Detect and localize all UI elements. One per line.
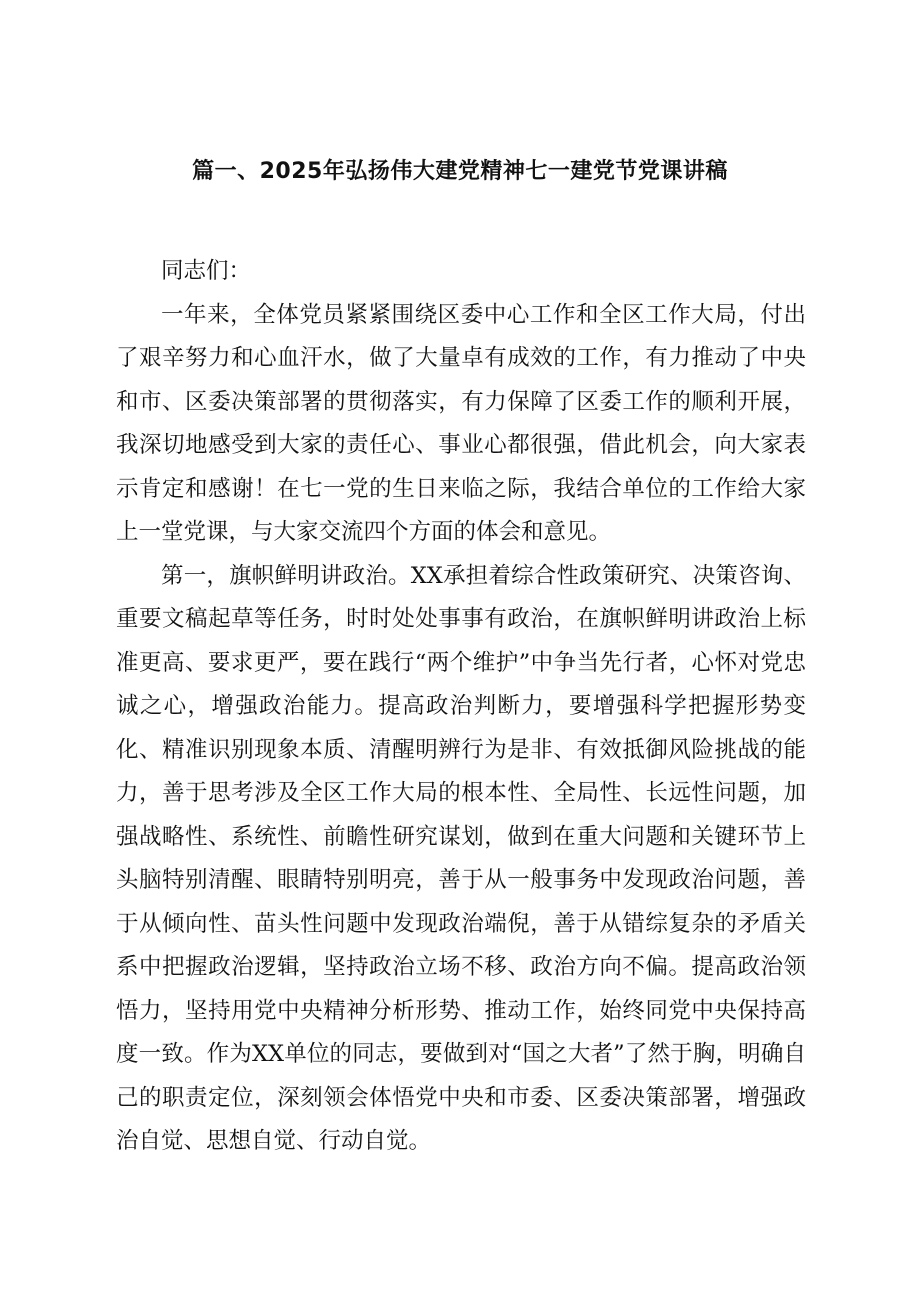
paragraph-1: 一年来，全体党员紧紧围绕区委中心工作和全区工作大局，付出了艰辛努力和心血汗水，做了大量卓有成效的工作，有力推动了中央和市、区委决策部署的贯彻落实，有力保障了区委工作的顺利开展，我深切地感受到大家的责任心、事业心都很强，借此机会，向大家表示肯定和感谢！在七一党的生日来临之际，我结合单位的工作给大家上一堂党课，与大家交流四个方面的体会和意见。 <box>116 301 806 545</box>
document-body <box>116 250 806 1164</box>
document-title: 篇一、2025年弘扬伟大建党精神七一建党节党课讲稿 <box>192 159 728 184</box>
salutation: 同志们： <box>161 258 252 284</box>
paragraph-2: 第一，旗帜鲜明讲政治。XX承担着综合性政策研究、决策咨询、重要文稿起草等任务，时时处处事事有政治，在旗帜鲜明讲政治上标准更高、要求更严，要在践行“两个维护”中争当先行者，心怀对党忠诚之心，增强政治能力。提高政治判断力，要增强科学把握形势变化、精准识别现象本质、清醒明辨行为是非、有效抵御风险挑战的能力，善于思考涉及全区工作大局的根本性、全局性、长远性问题，加强战略性、系统性、前瞻性研究谋划，做到在重大问题和关键环节上头脑特别清醒、眼睛特别明亮，善于从一般事务中发现政治问题，善于从倾向性、苗头性问题中发现政治端倪，善于从错综复杂的矛盾关系中把握政治逻辑，坚持政治立场不移、政治方向不偏。提高政治领悟力，坚持用党中央精神分析形势、推动工作，始终同党中央保持高度一致。作为XX单位的同志，要做到对“国之大者”了然于胸，明确自己的职责定位，深刻领会体悟党中央和市委、区委决策部署，增强政治自觉、思想自觉、行动自觉。 <box>116 562 806 1154</box>
